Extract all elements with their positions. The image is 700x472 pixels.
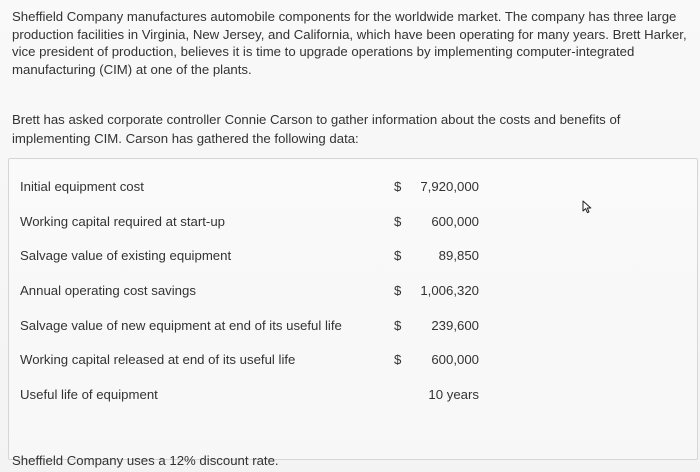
table-row: [9, 316, 697, 338]
row-currency: $: [394, 248, 402, 263]
row-label: Initial equipment cost: [20, 179, 144, 194]
row-currency: $: [394, 352, 402, 367]
row-currency: $: [394, 318, 402, 333]
table-row: [9, 212, 697, 234]
table-row: [9, 246, 697, 268]
row-currency: $: [394, 214, 402, 229]
table-row: [9, 177, 697, 199]
table-row: [9, 385, 697, 407]
row-amount: 600,000: [431, 352, 479, 367]
row-label: Useful life of equipment: [20, 387, 158, 402]
table-row: [9, 281, 697, 303]
mouse-pointer-icon: [582, 200, 594, 214]
intro-paragraph: Sheffield Company manufactures automobile components for the worldwide market. The company has three large production facilities in Virginia, New Jersey, and California, which have been operating for many years. Brett Harker, vice president of production, believes it is time to upgrade operations by implementing computer-integrated manufacturing (CIM) at one of the plants.: [12, 9, 687, 77]
row-label: Salvage value of new equipment at end of its useful life: [20, 318, 342, 333]
table-row: [9, 350, 697, 372]
row-amount: 1,006,320: [420, 283, 479, 298]
row-currency: $: [394, 179, 402, 194]
row-label: Annual operating cost savings: [20, 283, 196, 298]
row-label: Salvage value of existing equipment: [20, 248, 232, 263]
row-label: Working capital required at start-up: [20, 214, 225, 229]
data-intro-paragraph: Brett has asked corporate controller Connie Carson to gather information about the costs and benefits of implementing CIM. Carson has gathered the following data:: [12, 112, 621, 146]
row-label: Working capital released at end of its useful life: [20, 352, 296, 367]
row-amount: 600,000: [431, 214, 479, 229]
row-amount: 89,850: [438, 248, 479, 263]
row-amount: 7,920,000: [420, 179, 479, 194]
discount-rate-note: Sheffield Company uses a 12% discount rate.: [12, 453, 279, 468]
data-table: [8, 158, 698, 460]
row-amount: 10 years: [428, 387, 479, 402]
row-currency: $: [394, 283, 402, 298]
row-amount: 239,600: [431, 318, 479, 333]
